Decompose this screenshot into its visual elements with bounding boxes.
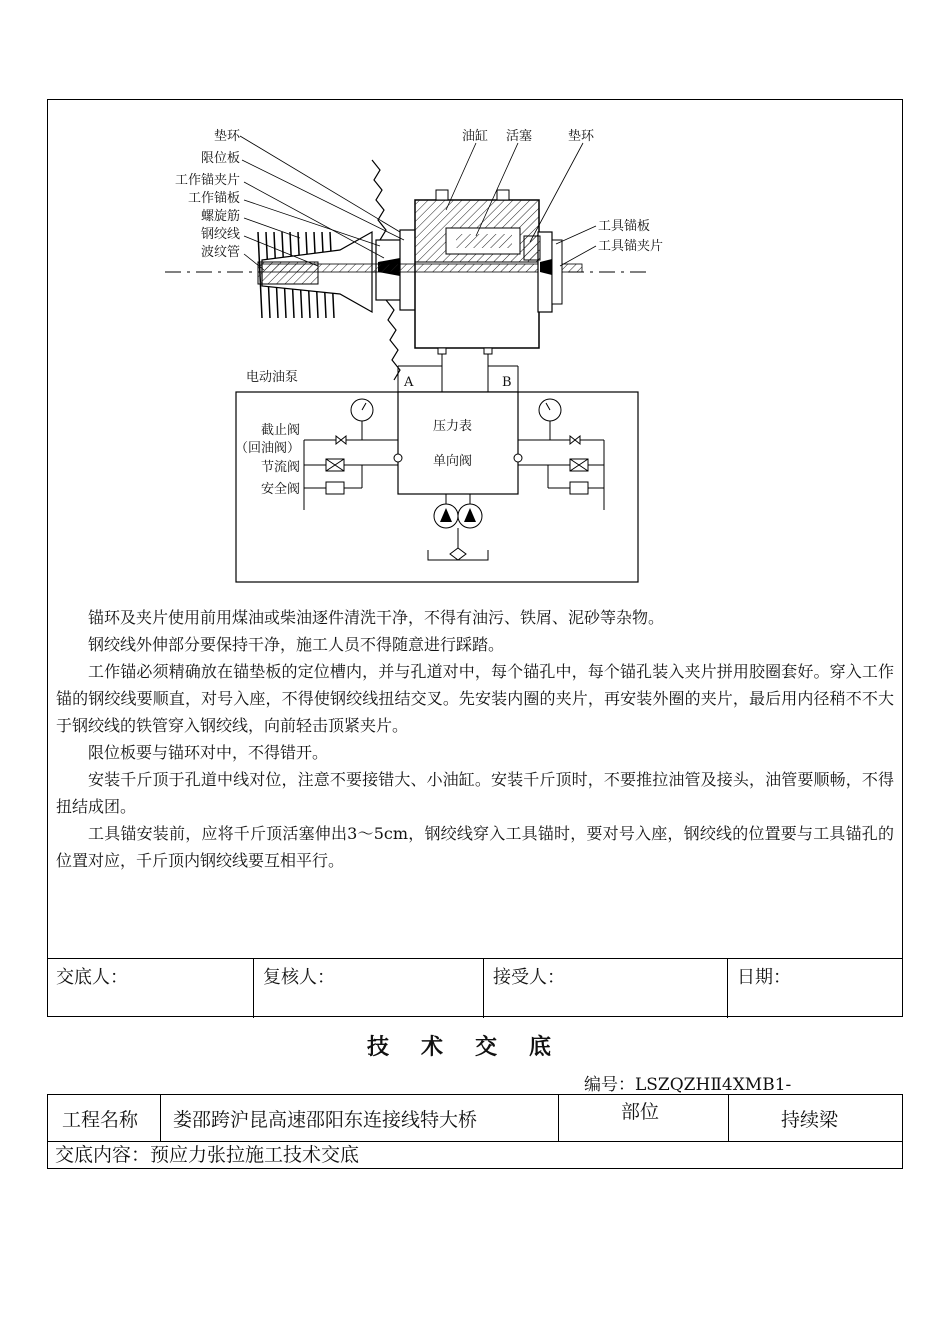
label-ring-top: 垫环 (568, 129, 595, 144)
paragraph-tool-anchor: 工具锚安装前，应将千斤顶活塞伸出3～5cm，钢绞线穿入工具锚时，要对号入座，钢绞线的位置要与工具锚孔的位置对应，千斤顶内钢绞线要互相平行。 (56, 824, 894, 870)
filter-icon (450, 548, 466, 560)
strand-bundle (260, 264, 582, 272)
label-stop-valve: 截止阀 (260, 423, 300, 438)
check-valve-left-icon (394, 454, 402, 462)
label-strand: 钢绞线 (200, 227, 240, 242)
label-pump: 电动油泵 (246, 370, 299, 385)
content-summary: 交底内容：预应力张拉施工技术交底 (55, 1144, 360, 1166)
label-limit-plate: 限位板 (200, 151, 240, 166)
stop-valve-left-icon (336, 436, 346, 444)
paragraph-strand-clean: 钢绞线外伸部分要保持干净，施工人员不得随意进行踩踏。 (88, 635, 505, 654)
label-port-b: B (502, 375, 512, 390)
piston-hatch (456, 234, 512, 248)
paragraph-limit-plate: 限位板要与锚环对中，不得错开。 (88, 743, 329, 762)
label-ring-left: 垫环 (213, 129, 240, 144)
label-gauge: 压力表 (433, 419, 473, 434)
procedure-text (56, 604, 894, 874)
label-working-wedge: 工作锚夹片 (174, 173, 240, 188)
oil-port-a (438, 348, 446, 354)
paragraph-cleaning: 锚环及夹片使用前用煤油或柴油逐件清洗干净，不得有油污、铁屑、泥砂等杂物。 (88, 608, 665, 627)
label-safety-valve: 安全阀 (260, 482, 300, 497)
stop-valve-right-icon (570, 436, 580, 444)
tool-anchor-end (552, 240, 562, 304)
label-port-a: A (404, 375, 414, 390)
receiver-field[interactable]: 接受人： (483, 959, 727, 1018)
oil-port-b (484, 348, 492, 354)
presenter-field[interactable]: 交底人： (56, 967, 128, 988)
project-row (48, 1095, 902, 1142)
label-return-valve: （回油阀） (234, 441, 300, 456)
paragraph-jack-install: 安装千斤顶于孔道中线对位，注意不要接错大、小油缸。安装千斤顶时，不要推拉油管及接头，油管要顺畅，不得扭结成团。 (56, 770, 894, 816)
reviewer-field[interactable]: 复核人： (253, 959, 483, 1018)
date-field[interactable]: 日期： (727, 959, 903, 1018)
part-label: 部位 (558, 1095, 728, 1141)
label-tool-anchor: 工具锚板 (598, 219, 651, 234)
label-working-anchor: 工作锚板 (187, 191, 240, 206)
lifting-lug-right (497, 190, 509, 200)
check-valve-right-icon (514, 454, 522, 462)
label-tool-wedge: 工具锚夹片 (598, 239, 664, 254)
safety-valve-right-icon (570, 482, 588, 494)
page-title: 技术交底 (366, 1035, 583, 1060)
tool-anchor-ring (524, 236, 540, 260)
jack-tensioning-diagram (150, 118, 664, 588)
safety-valve-left-icon (326, 482, 344, 494)
label-spiral: 螺旋筋 (200, 209, 240, 224)
label-duct: 波纹管 (200, 245, 240, 260)
lifting-lug-left (436, 190, 448, 200)
signature-row (47, 958, 903, 1018)
document-code: 编号：LSZQZHⅡ4XMB1- (584, 1075, 792, 1095)
content-row (48, 1142, 902, 1168)
project-name-value: 娄邵跨沪昆高速邵阳东连接线特大桥 (160, 1095, 558, 1141)
project-name-label: 工程名称 (62, 1109, 139, 1131)
label-piston: 活塞 (506, 129, 533, 144)
label-throttle-valve: 节流阀 (260, 460, 300, 475)
manifold-box (398, 392, 518, 494)
label-check-valve: 单向阀 (433, 454, 473, 469)
paragraph-working-anchor: 工作锚必须精确放在锚垫板的定位槽内，并与孔道对中，每个锚孔中，每个锚孔装入夹片拼用胶圈套好。穿入工作锚的钢绞线要顺直，对号入座，不得使钢绞线扭结交叉。先安装内圈的夹片，再安装外圈的夹片，最后用内径稍不不大于钢绞线的铁管穿入钢绞线，向前轻击顶紧夹片。 (56, 662, 894, 735)
project-info-table (47, 1094, 903, 1169)
label-cylinder: 油缸 (462, 129, 489, 144)
part-value: 持续梁 (728, 1095, 901, 1141)
